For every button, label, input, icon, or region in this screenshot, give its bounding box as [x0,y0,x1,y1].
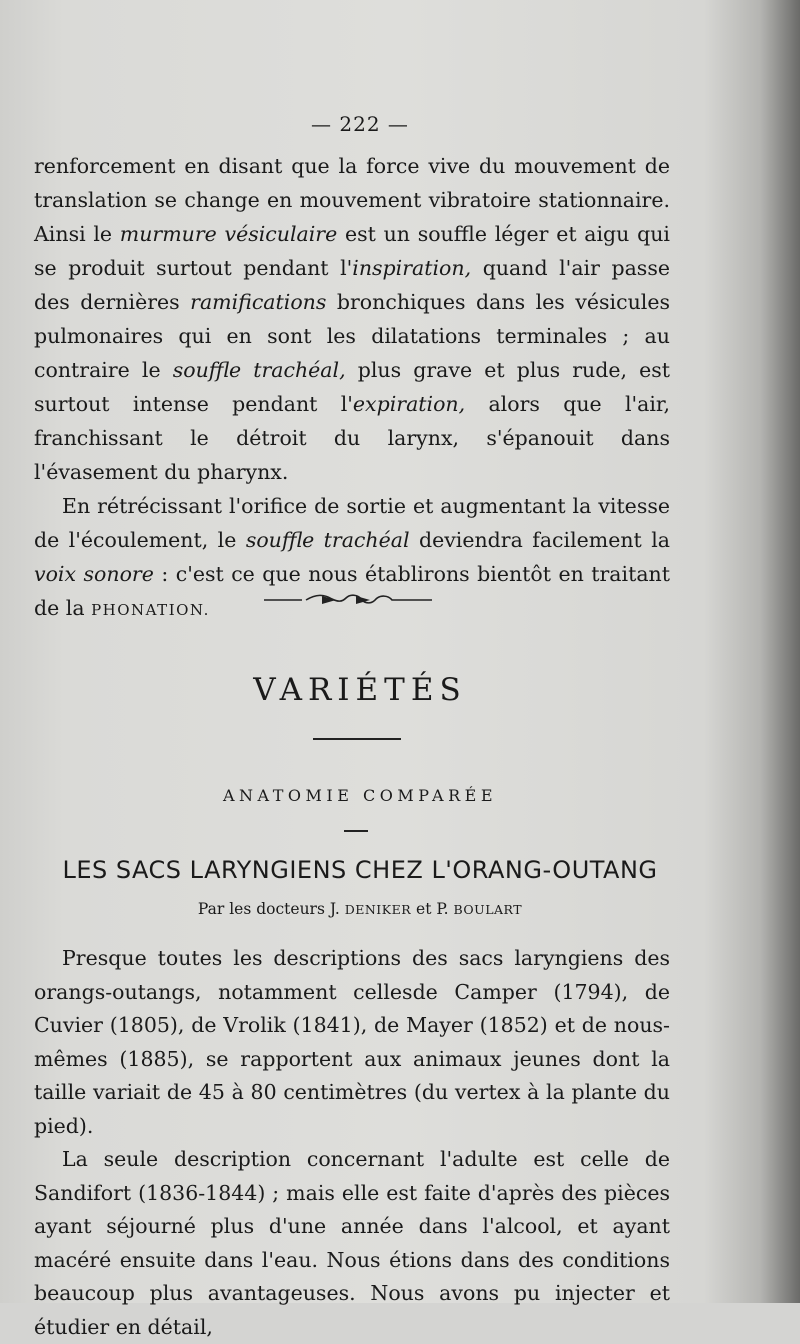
paragraph [34,149,670,489]
byline-text: Par les docteurs J. [197,900,345,918]
article-byline [0,900,720,918]
section-title: VARIÉTÉS [253,672,467,708]
author-name: BOULART [453,902,523,917]
byline-text: et P. [411,900,454,918]
subsection-rule [344,830,368,832]
text-run: En rétrécissant l'orifice de sortie et augmentant la vitesse de l'écoulement, le [34,494,670,552]
previous-article-text [34,149,670,627]
page-number: — 222 — [311,112,409,136]
italic-term: inspiration, [352,256,472,280]
text-run: quand l'air passe des dernières [34,256,670,314]
italic-term: expiration, [352,392,466,416]
article-body [34,942,670,1344]
italic-term: ramifications [190,290,327,314]
paragraph: Presque toutes les descriptions des sacs laryngiens des orangs-outangs, notamment cellesde Camper (1794), de Cuvier (1805), de Vrolik (1841), de Mayer (1852) et de nous-mêmes (1885), se rapportent aux animaux jeunes dont la taille variait de 45 à 80 centimètres (du vertex à la plante du pied). [34,946,670,1138]
subsection-title: ANATOMIE COMPARÉE [223,786,497,805]
italic-term: voix sonore [34,562,154,586]
text-run: plus grave et plus rude, est surtout intense pendant l' [34,358,671,416]
text-run: renforcement en disant que la force vive du mouvement de translation se change en mouvement vibratoire stationnaire. Ainsi le [34,154,670,246]
section-rule [313,738,401,740]
text-run: alors que l'air, franchissant le détroit du larynx, s'épanouit dans l'évasement du pharynx. [34,392,670,484]
text-run: : c'est ce que nous établirons bientôt en traitant de la [34,562,670,620]
italic-term: souffle trachéal, [172,358,346,382]
author-name: DENIKER [344,902,412,917]
text-run: est un souffle léger et aigu qui se produit surtout pendant l' [34,222,670,280]
ornament-divider [262,590,434,610]
text-run: bronchiques dans les vésicules pulmonaires qui en sont les dilatations terminales ; au contraire le [34,290,670,382]
italic-term: murmure vésiculaire [119,222,338,246]
article-title: LES SACS LARYNGIENS CHEZ L'ORANG-OUTANG [62,856,658,884]
small-caps-term: PHONATION. [91,601,210,619]
text-run: deviendra facilement la [409,528,671,552]
paragraph: La seule description concernant l'adulte est celle de Sandifort (1836-1844) ; mais elle est faite d'après des pièces ayant séjourné plus d'une année dans l'alcool, et ayant macéré ensuite dans l'eau. Nous étions dans des conditions beaucoup plus avantageuses. Nous avons pu injecter et étudier en détail, [34,1147,670,1339]
italic-term: souffle trachéal [245,528,410,552]
